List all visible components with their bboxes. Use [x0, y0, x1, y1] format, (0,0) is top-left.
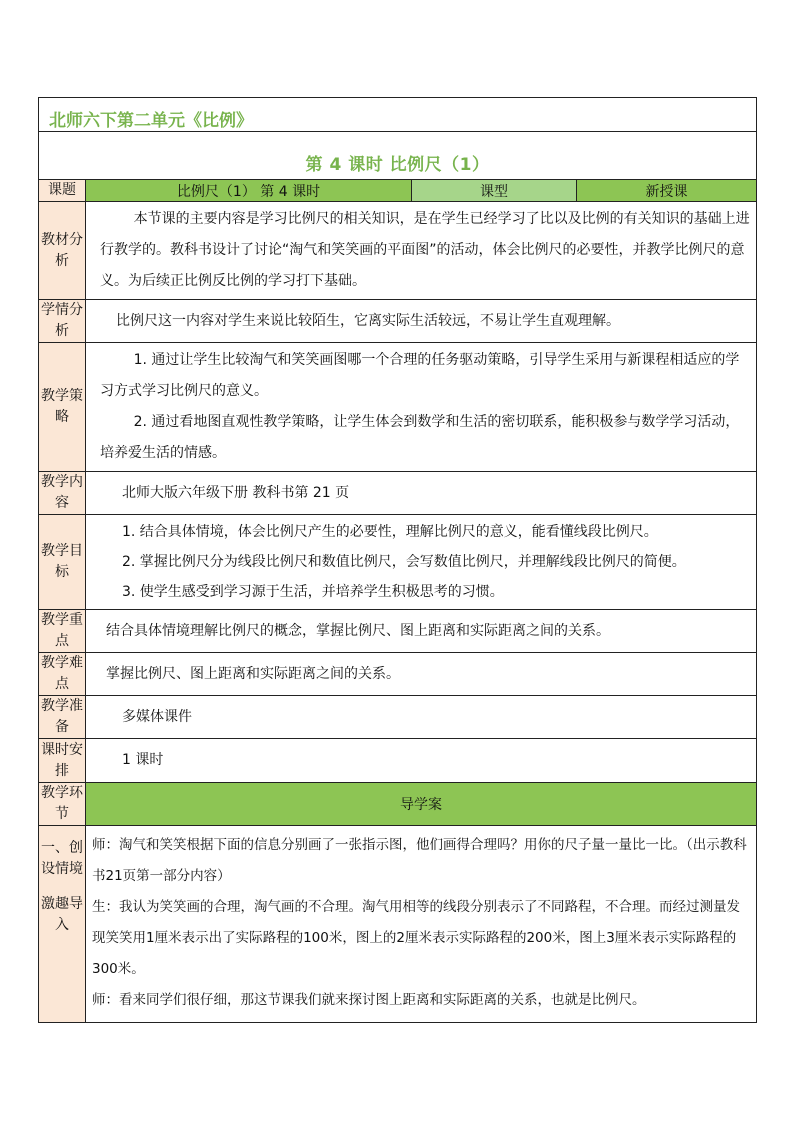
difficulties-label: 教学难点 [39, 653, 86, 696]
process-value: 导学案 [86, 783, 757, 826]
lesson-type-value: 新授课 [577, 180, 757, 202]
key-points-text: 结合具体情境理解比例尺的概念，掌握比例尺、图上距离和实际距离之间的关系。 [106, 622, 610, 639]
learner-analysis-label: 学情分析 [39, 300, 86, 343]
goal-item: 2. 掌握比例尺分为线段比例尺和数值比例尺，会写数值比例尺，并理解线段比例尺的简便。 [122, 554, 686, 570]
strategy-item: 2. 通过看地图直观性教学策略，让学生体会到数学和生活的密切联系，能积极参与数学学习活动，培养爱生活的情感。 [100, 414, 740, 461]
schedule-text: 1 课时 [122, 752, 164, 768]
material-analysis-label: 教材分析 [39, 202, 86, 300]
lesson-type-label: 课型 [412, 180, 577, 202]
strategy-item: 1. 通过让学生比较淘气和笑笑画图哪一个合理的任务驱动策略，引导学生采用与新课程相适应的学习方式学习比例尺的意义。 [100, 352, 740, 399]
topic-value: 比例尺（1） 第 4 课时 [86, 180, 412, 202]
teaching-strategy-row [39, 343, 757, 472]
teaching-content-label: 教学内容 [39, 472, 86, 515]
intro-stage-sublabel: 激趣导入 [41, 896, 83, 933]
unit-series-title: 北师六下第二单元《比例》 [39, 98, 757, 132]
material-analysis-text: 本节课的主要内容是学习比例尺的相关知识，是在学生已经学习了比以及比例的有关知识的基础上进行教学的。教科书设计了讨论“淘气和笑笑画的平面图”的活动，体会比例尺的必要性，并教学比例尺的意义。为后续正比例反比例的学习打下基础。 [100, 211, 750, 289]
preparation-label: 教学准备 [39, 696, 86, 739]
intro-stage-label: 一、创设情境 [41, 840, 83, 877]
teaching-content-text: 北师大版六年级下册 教科书第 21 页 [122, 484, 350, 501]
lesson-title-row [39, 132, 757, 180]
lesson-plan-document [38, 97, 756, 1023]
difficulties-row [39, 653, 757, 696]
preparation-text: 多媒体课件 [122, 708, 192, 725]
learner-analysis-row [39, 300, 757, 343]
goal-item: 3. 使学生感受到学习源于生活，并培养学生积极思考的习惯。 [122, 584, 504, 600]
difficulties-text: 掌握比例尺、图上距离和实际距离之间的关系。 [106, 665, 400, 682]
process-label: 教学环节 [39, 783, 86, 826]
lesson-plan-table [38, 97, 757, 1023]
preparation-row [39, 696, 757, 739]
topic-row [39, 180, 757, 202]
lesson-paragraph: 师：淘气和笑笑根据下面的信息分别画了一张指示图，他们画得合理吗？用你的尺子量一量比一比。（出示教科书21页第一部分内容） [92, 837, 747, 884]
learner-analysis-text: 比例尺这一内容对学生来说比较陌生，它离实际生活较远，不易让学生直观理解。 [116, 312, 620, 329]
teaching-content-row [39, 472, 757, 515]
teaching-goals-label: 教学目标 [39, 515, 86, 610]
lesson-paragraph: 师：看来同学们很仔细，那这节课我们就来探讨图上距离和实际距离的关系，也就是比例尺。 [92, 992, 646, 1008]
teaching-goals-row [39, 515, 757, 610]
process-row [39, 783, 757, 826]
lesson-title: 第 4 课时 比例尺（1） [39, 132, 757, 180]
key-points-label: 教学重点 [39, 610, 86, 653]
topic-label: 课题 [39, 180, 86, 202]
goal-item: 1. 结合具体情境，体会比例尺产生的必要性，理解比例尺的意义，能看懂线段比例尺。 [122, 524, 658, 540]
intro-row [39, 826, 757, 1023]
schedule-label: 课时安排 [39, 739, 86, 783]
series-header-row [39, 98, 757, 132]
teaching-strategy-label: 教学策略 [39, 343, 86, 472]
material-analysis-row [39, 202, 757, 300]
lesson-paragraph: 生：我认为笑笑画的合理，淘气画的不合理。淘气用相等的线段分别表示了不同路程，不合理。而经过测量发现笑笑用1厘米表示出了实际路程的100米，图上的2厘米表示实际路程的200米，图上3厘米表示实际路程的300米。 [92, 899, 740, 977]
schedule-row [39, 739, 757, 783]
key-points-row [39, 610, 757, 653]
